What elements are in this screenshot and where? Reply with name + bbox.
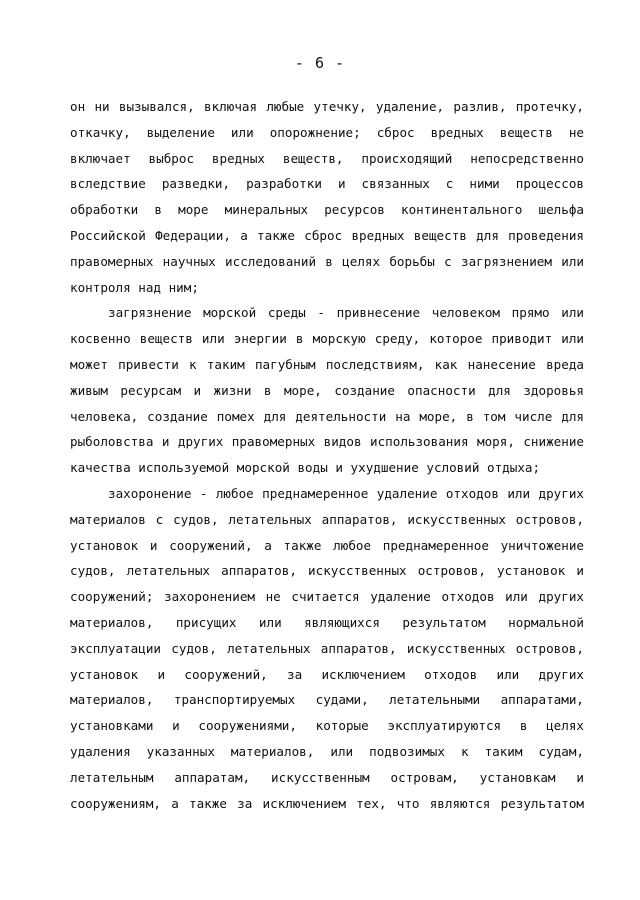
text-line: правомерных научных исследований в целях борьбы с загрязнением или [70,253,584,269]
text-line: материалов, транспортируемых судами, летательными аппаратами, [70,692,584,708]
text-line: человека, создание помех для деятельности на море, в том числе для [70,408,584,424]
text-line: обработки в море минеральных ресурсов континентального шельфа [70,202,584,218]
text-line: летательным аппаратам, искусственным островам, установкам и [70,769,584,785]
text-line: сооружениям, а также за исключением тех, что являются результатом [70,795,584,811]
text-line: загрязнение морской среды - привнесение человеком прямо или [108,305,584,321]
text-line: живым ресурсам и жизни в море, создание опасности для здоровья [70,382,584,398]
text-line: материалов с судов, летательных аппаратов, искусственных островов, [70,511,584,527]
text-line: установок и сооружений, а также любое преднамеренное уничтожение [70,537,584,553]
text-line: он ни вызывался, включая любые утечку, удаление, разлив, протечку, [70,99,584,114]
text-line: захоронение - любое преднамеренное удаление отходов или других [108,485,584,501]
paragraph-dumping-definition [70,481,584,816]
text-line: Российской Федерации, а также сброс вредных веществ для проведения [70,227,584,243]
paragraph-discharge-definition [70,94,584,300]
document-body [70,94,584,816]
text-line: качества используемой морской воды и ухудшение условий отдыха; [70,460,541,476]
text-line: косвенно веществ или энергии в морскую среду, которое приводит или [70,331,584,347]
text-line: откачку, выделение или опорожнение; сброс вредных веществ не [70,124,584,140]
paragraph-pollution-definition [70,300,584,481]
text-line: рыболовства и других правомерных видов использования моря, снижение [70,434,584,450]
text-line: сооружений; захоронением не считается удаление отходов или других [70,589,584,605]
text-line: установками и сооружениями, которые эксплуатируются в целях [70,718,584,734]
text-line: эксплуатации судов, летательных аппаратов, искусственных островов, [70,640,584,656]
text-line: контроля над ним; [70,279,199,295]
text-line: установок и сооружений, за исключением отходов или других [70,666,584,682]
text-line: материалов, присущих или являющихся результатом нормальной [70,614,584,630]
text-line: может привести к таким пагубным последствиям, как нанесение вреда [70,356,584,372]
text-line: вследствие разведки, разработки и связанных с ними процессов [70,176,584,192]
page-number: - 6 - [294,54,346,72]
text-line: судов, летательных аппаратов, искусственных островов, установок и [70,563,584,579]
text-line: удаления указанных материалов, или подвозимых к таким судам, [70,743,584,759]
text-line: включает выброс вредных веществ, происходящий непосредственно [70,150,584,166]
